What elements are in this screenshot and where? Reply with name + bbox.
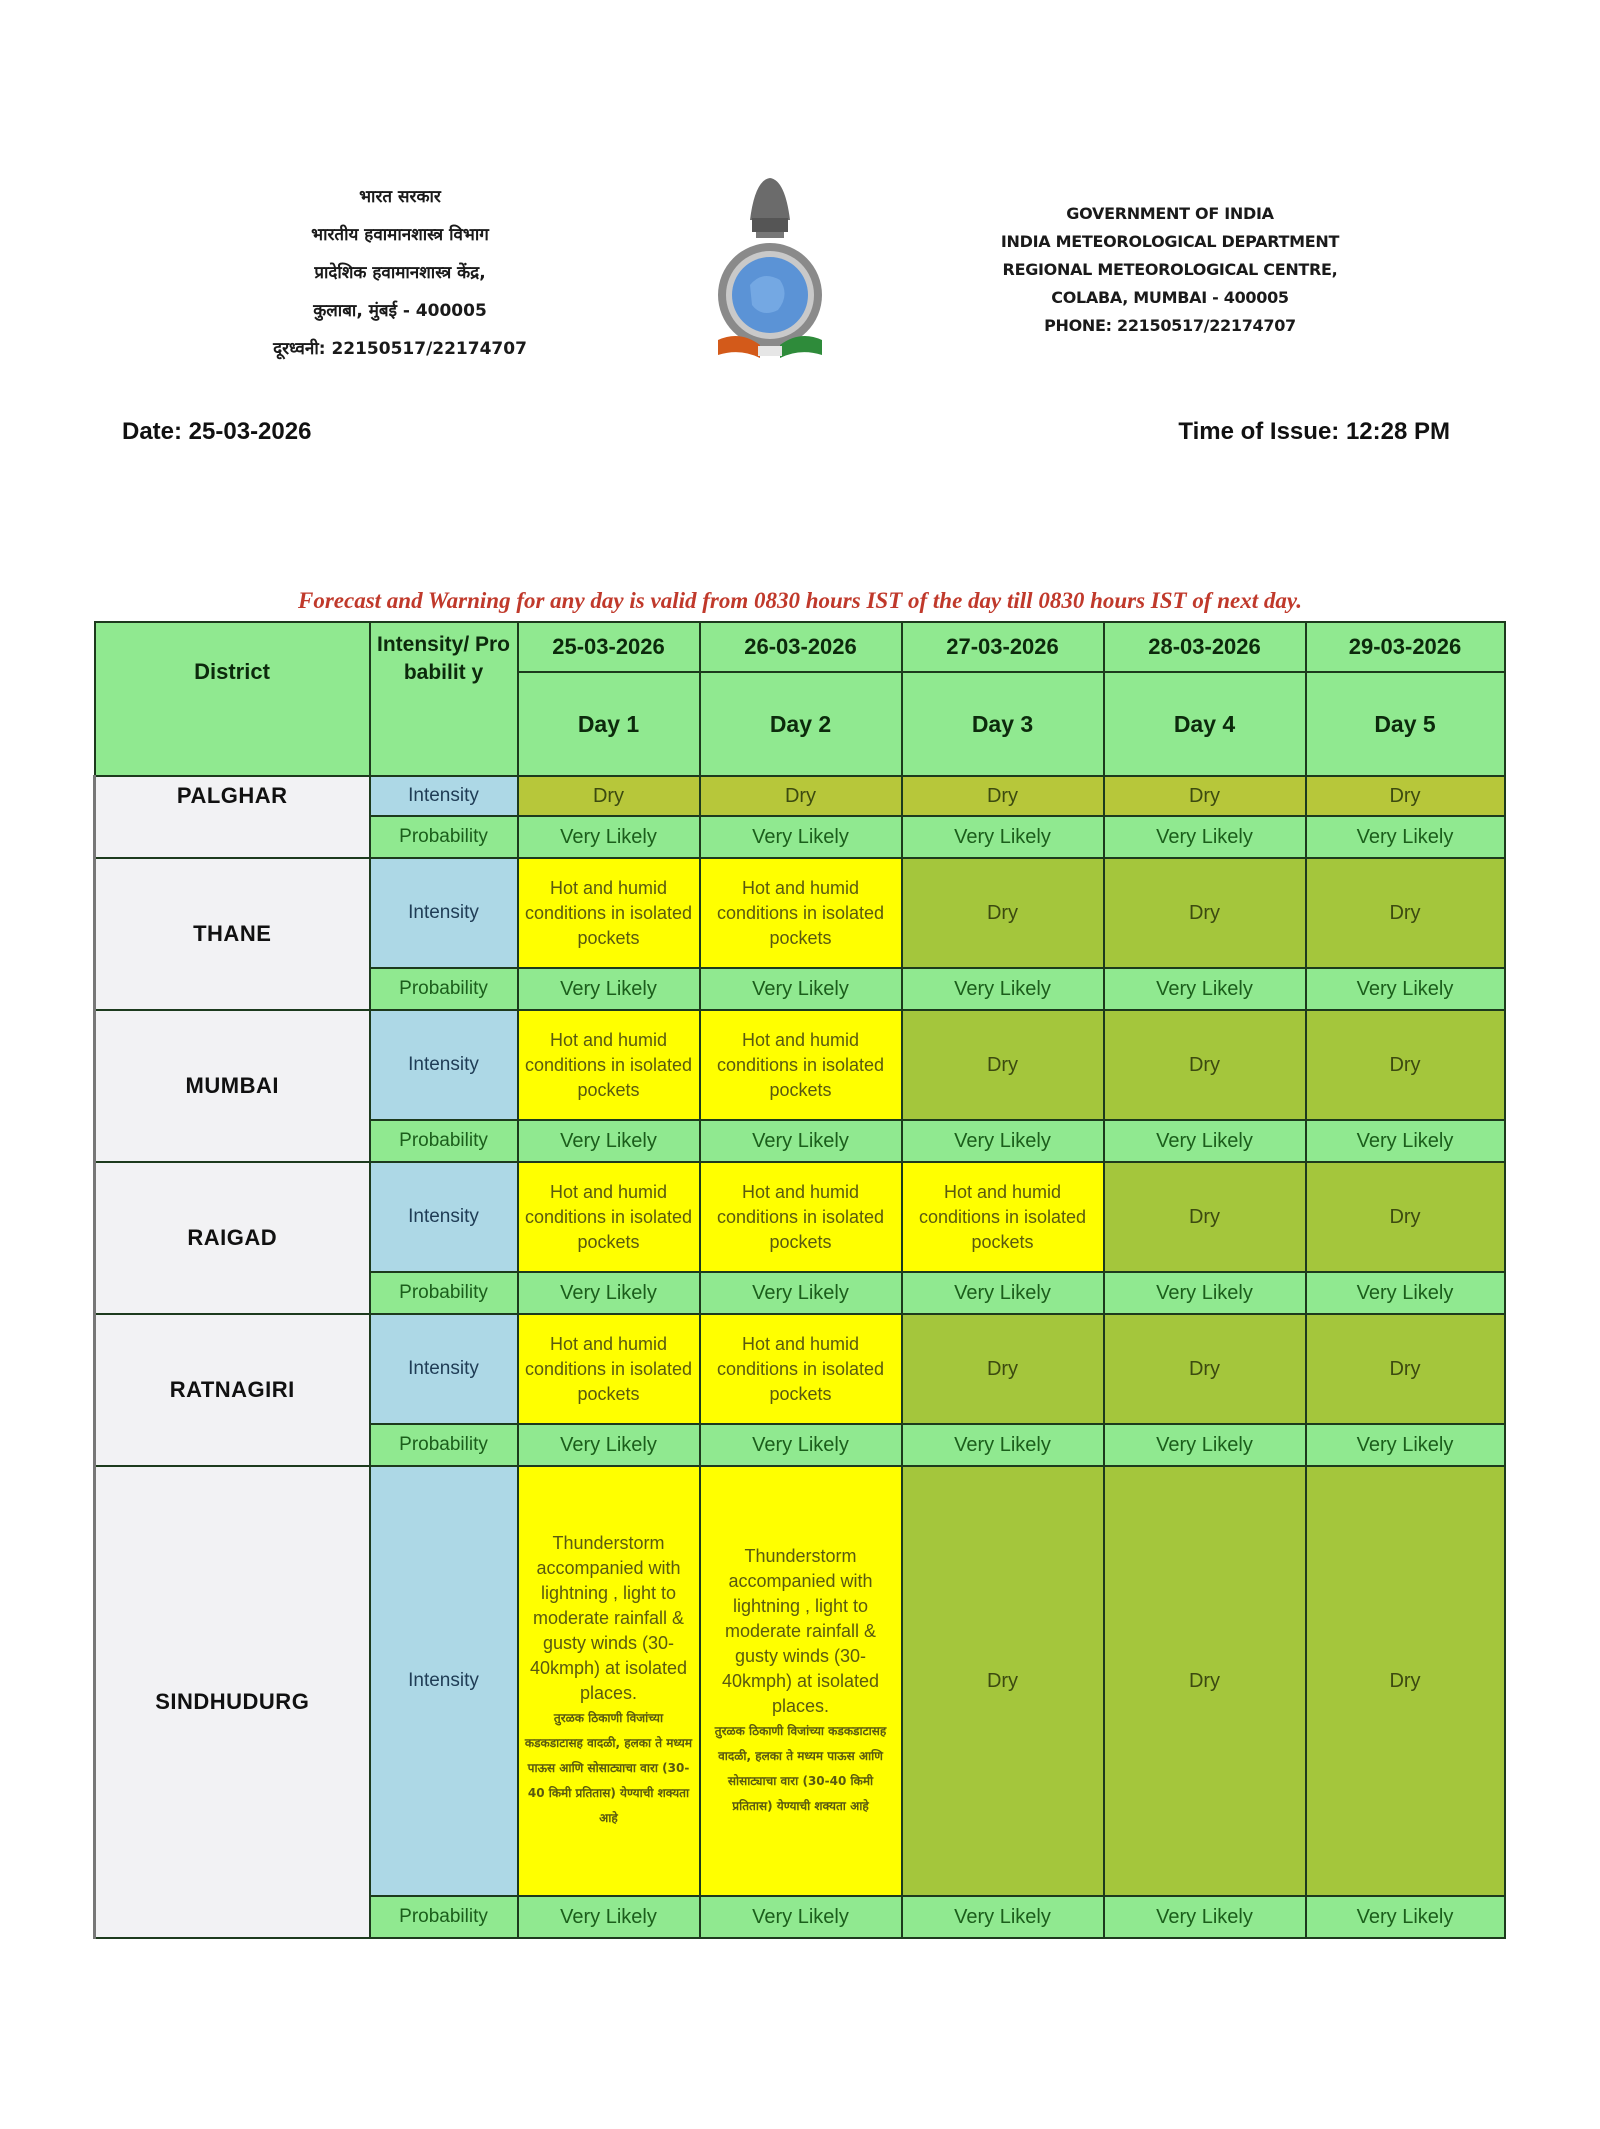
intensity-cell: [1104, 1466, 1306, 1896]
intensity-text: Dry: [1188, 901, 1221, 924]
intensity-label: Intensity: [370, 858, 518, 968]
intensity-cell: [700, 1314, 902, 1424]
intensity-text: Hot and humid conditions in isolated pockets: [524, 1029, 693, 1100]
header-marathi-line: भारतीय हवामानशास्त्र विभाग: [311, 225, 489, 245]
intensity-cell: [1306, 1314, 1505, 1424]
intensity-text-marathi: तुरळक ठिकाणी विजांच्या कडकडाटासह वादळी, हलका ते मध्यम पाऊस आणि सोसाट्याचा वारा (30-40 किमी प्रतितास) येण्याची शक्यता आहे: [524, 1711, 693, 1825]
header-english-block: [960, 200, 1380, 340]
column-header-district: District: [95, 622, 370, 776]
intensity-cell: [902, 858, 1104, 968]
probability-label: Probability: [370, 968, 518, 1010]
probability-cell: Very Likely: [518, 1120, 700, 1162]
header-marathi-line: प्रादेशिक हवामानशास्त्र केंद्र,: [314, 263, 486, 283]
intensity-cell: [1306, 1010, 1505, 1120]
intensity-text: Dry: [784, 784, 817, 807]
intensity-text: Dry: [986, 1053, 1019, 1076]
column-header-date: 28-03-2026: [1104, 622, 1306, 672]
column-header-day: Day 3: [902, 672, 1104, 776]
probability-cell: Very Likely: [1306, 1424, 1505, 1466]
header-english-line: INDIA METEOROLOGICAL DEPARTMENT: [1000, 232, 1340, 251]
header-english-line: COLABA, MUMBAI - 400005: [1051, 288, 1289, 307]
intensity-text: Dry: [1188, 784, 1221, 807]
probability-cell: Very Likely: [1104, 1120, 1306, 1162]
intensity-text: Hot and humid conditions in isolated pockets: [918, 1181, 1087, 1252]
intensity-text: Dry: [1188, 1205, 1221, 1228]
column-header-day: Day 4: [1104, 672, 1306, 776]
intensity-cell: [1306, 776, 1505, 816]
intensity-cell: [902, 1162, 1104, 1272]
probability-cell: Very Likely: [902, 968, 1104, 1010]
probability-cell: Very Likely: [1306, 1120, 1505, 1162]
probability-cell: Very Likely: [700, 1120, 902, 1162]
imd-emblem-icon: [700, 170, 840, 370]
column-header-date: 26-03-2026: [700, 622, 902, 672]
intensity-cell: [1104, 776, 1306, 816]
probability-cell: Very Likely: [1306, 968, 1505, 1010]
intensity-text: Dry: [986, 1357, 1019, 1380]
probability-cell: Very Likely: [902, 1896, 1104, 1938]
district-name: MUMBAI: [95, 1010, 370, 1162]
intensity-cell: [902, 1314, 1104, 1424]
probability-label: Probability: [370, 1896, 518, 1938]
intensity-cell: [518, 858, 700, 968]
intensity-cell: [1104, 1162, 1306, 1272]
table-row-intensity: [95, 1314, 1505, 1424]
probability-cell: Very Likely: [518, 816, 700, 858]
table-row-intensity: [95, 1010, 1505, 1120]
intensity-cell: [902, 1466, 1104, 1896]
district-name: RATNAGIRI: [95, 1314, 370, 1466]
intensity-text: Dry: [986, 1669, 1019, 1692]
intensity-text: Dry: [1188, 1357, 1221, 1380]
column-header-date: 29-03-2026: [1306, 622, 1505, 672]
table-row-intensity: [95, 858, 1505, 968]
probability-cell: Very Likely: [902, 816, 1104, 858]
intensity-text: Dry: [1188, 1053, 1221, 1076]
intensity-label: Intensity: [370, 1314, 518, 1424]
district-name: SINDHUDURG: [95, 1466, 370, 1938]
issue-date: Date: 25-03-2026: [122, 418, 312, 445]
probability-cell: Very Likely: [1104, 968, 1306, 1010]
issue-time: Time of Issue: 12:28 PM: [1178, 418, 1450, 445]
intensity-label: Intensity: [370, 1162, 518, 1272]
intensity-cell: [1104, 858, 1306, 968]
intensity-text: Hot and humid conditions in isolated pockets: [524, 1181, 693, 1252]
table-row-intensity: [95, 1466, 1505, 1896]
intensity-label: Intensity: [370, 1010, 518, 1120]
probability-cell: Very Likely: [1104, 1896, 1306, 1938]
intensity-text: Dry: [1389, 901, 1421, 924]
probability-cell: Very Likely: [1104, 1424, 1306, 1466]
table-row-intensity: [95, 776, 1505, 816]
probability-cell: Very Likely: [518, 1896, 700, 1938]
header-english-line: REGIONAL METEOROLOGICAL CENTRE,: [1002, 260, 1338, 279]
probability-cell: Very Likely: [1306, 1272, 1505, 1314]
column-header-day: Day 1: [518, 672, 700, 776]
probability-label: Probability: [370, 816, 518, 858]
column-header-date: 27-03-2026: [902, 622, 1104, 672]
probability-cell: Very Likely: [700, 1272, 902, 1314]
column-header-day: Day 2: [700, 672, 902, 776]
intensity-cell: [700, 1162, 902, 1272]
table-row-intensity: [95, 1162, 1505, 1272]
intensity-cell: [1306, 1466, 1505, 1896]
probability-cell: Very Likely: [700, 1424, 902, 1466]
intensity-cell: [518, 1162, 700, 1272]
column-header-intensity-probability: Intensity/ Probabilit y: [370, 622, 518, 776]
intensity-cell: [902, 1010, 1104, 1120]
intensity-cell: [700, 858, 902, 968]
intensity-cell: [700, 1466, 902, 1896]
intensity-text: Dry: [1389, 784, 1421, 807]
header-marathi-line: कुलाबा, मुंबई - 400005: [313, 301, 487, 321]
probability-cell: Very Likely: [902, 1424, 1104, 1466]
header-english-line: GOVERNMENT OF INDIA: [1066, 204, 1274, 223]
intensity-text: Dry: [1188, 1669, 1221, 1692]
intensity-text: Dry: [1389, 1053, 1421, 1076]
intensity-cell: [518, 1314, 700, 1424]
intensity-cell: [518, 776, 700, 816]
intensity-text: Dry: [592, 784, 625, 807]
intensity-text: Dry: [1389, 1357, 1421, 1380]
intensity-cell: [1306, 858, 1505, 968]
probability-label: Probability: [370, 1272, 518, 1314]
intensity-cell: [518, 1466, 700, 1896]
header-marathi-block: [230, 178, 570, 368]
intensity-text: Dry: [986, 784, 1019, 807]
validity-note: Forecast and Warning for any day is valid from 0830 hours IST of the day till 0830 hours IST of next day.: [297, 588, 1302, 613]
intensity-label: Intensity: [370, 1466, 518, 1896]
intensity-text: Thunderstorm accompanied with lightning , light to moderate rainfall & gusty winds (30-40kmph) at isolated places.: [529, 1533, 688, 1703]
intensity-cell: [1104, 1010, 1306, 1120]
probability-cell: Very Likely: [518, 1424, 700, 1466]
probability-cell: Very Likely: [1104, 1272, 1306, 1314]
probability-cell: Very Likely: [1104, 816, 1306, 858]
intensity-text: Hot and humid conditions in isolated pockets: [524, 877, 693, 948]
intensity-text-marathi: तुरळक ठिकाणी विजांच्या कडकडाटासह वादळी, हलका ते मध्यम पाऊस आणि सोसाट्याचा वारा (30-40 किमी प्रतितास) येण्याची शक्यता आहे: [714, 1723, 887, 1813]
intensity-cell: [1104, 1314, 1306, 1424]
probability-cell: Very Likely: [902, 1120, 1104, 1162]
probability-label: Probability: [370, 1424, 518, 1466]
intensity-cell: [902, 776, 1104, 816]
intensity-label: Intensity: [370, 776, 518, 816]
district-name: THANE: [95, 858, 370, 1010]
probability-cell: Very Likely: [902, 1272, 1104, 1314]
intensity-text: Dry: [986, 901, 1019, 924]
header-english-line: PHONE: 22150517/22174707: [1044, 316, 1296, 335]
district-name: RAIGAD: [95, 1162, 370, 1314]
intensity-text: Hot and humid conditions in isolated pockets: [524, 1333, 693, 1404]
header-marathi-line: दूरध्वनी: 22150517/22174707: [273, 339, 527, 359]
intensity-cell: [1306, 1162, 1505, 1272]
column-header-day: Day 5: [1306, 672, 1505, 776]
probability-cell: Very Likely: [518, 1272, 700, 1314]
probability-cell: Very Likely: [1306, 1896, 1505, 1938]
intensity-text: Dry: [1389, 1205, 1421, 1228]
district-name: PALGHAR: [95, 776, 370, 858]
probability-cell: Very Likely: [1306, 816, 1505, 858]
intensity-cell: [700, 776, 902, 816]
intensity-cell: [700, 1010, 902, 1120]
forecast-table: [93, 621, 1506, 1939]
column-header-date: 25-03-2026: [518, 622, 700, 672]
probability-cell: Very Likely: [700, 968, 902, 1010]
intensity-cell: [518, 1010, 700, 1120]
intensity-text: Thunderstorm accompanied with lightning , light to moderate rainfall & gusty winds (30-40kmph) at isolated places.: [721, 1545, 880, 1716]
intensity-text: Dry: [1389, 1669, 1421, 1692]
intensity-text: Hot and humid conditions in isolated pockets: [716, 1333, 885, 1404]
header-marathi-line: भारत सरकार: [359, 187, 441, 207]
intensity-text: Hot and humid conditions in isolated pockets: [716, 1181, 885, 1252]
intensity-text: Hot and humid conditions in isolated pockets: [716, 877, 885, 948]
probability-label: Probability: [370, 1120, 518, 1162]
probability-cell: Very Likely: [700, 816, 902, 858]
probability-cell: Very Likely: [518, 968, 700, 1010]
intensity-text: Hot and humid conditions in isolated pockets: [716, 1029, 885, 1100]
probability-cell: Very Likely: [700, 1896, 902, 1938]
